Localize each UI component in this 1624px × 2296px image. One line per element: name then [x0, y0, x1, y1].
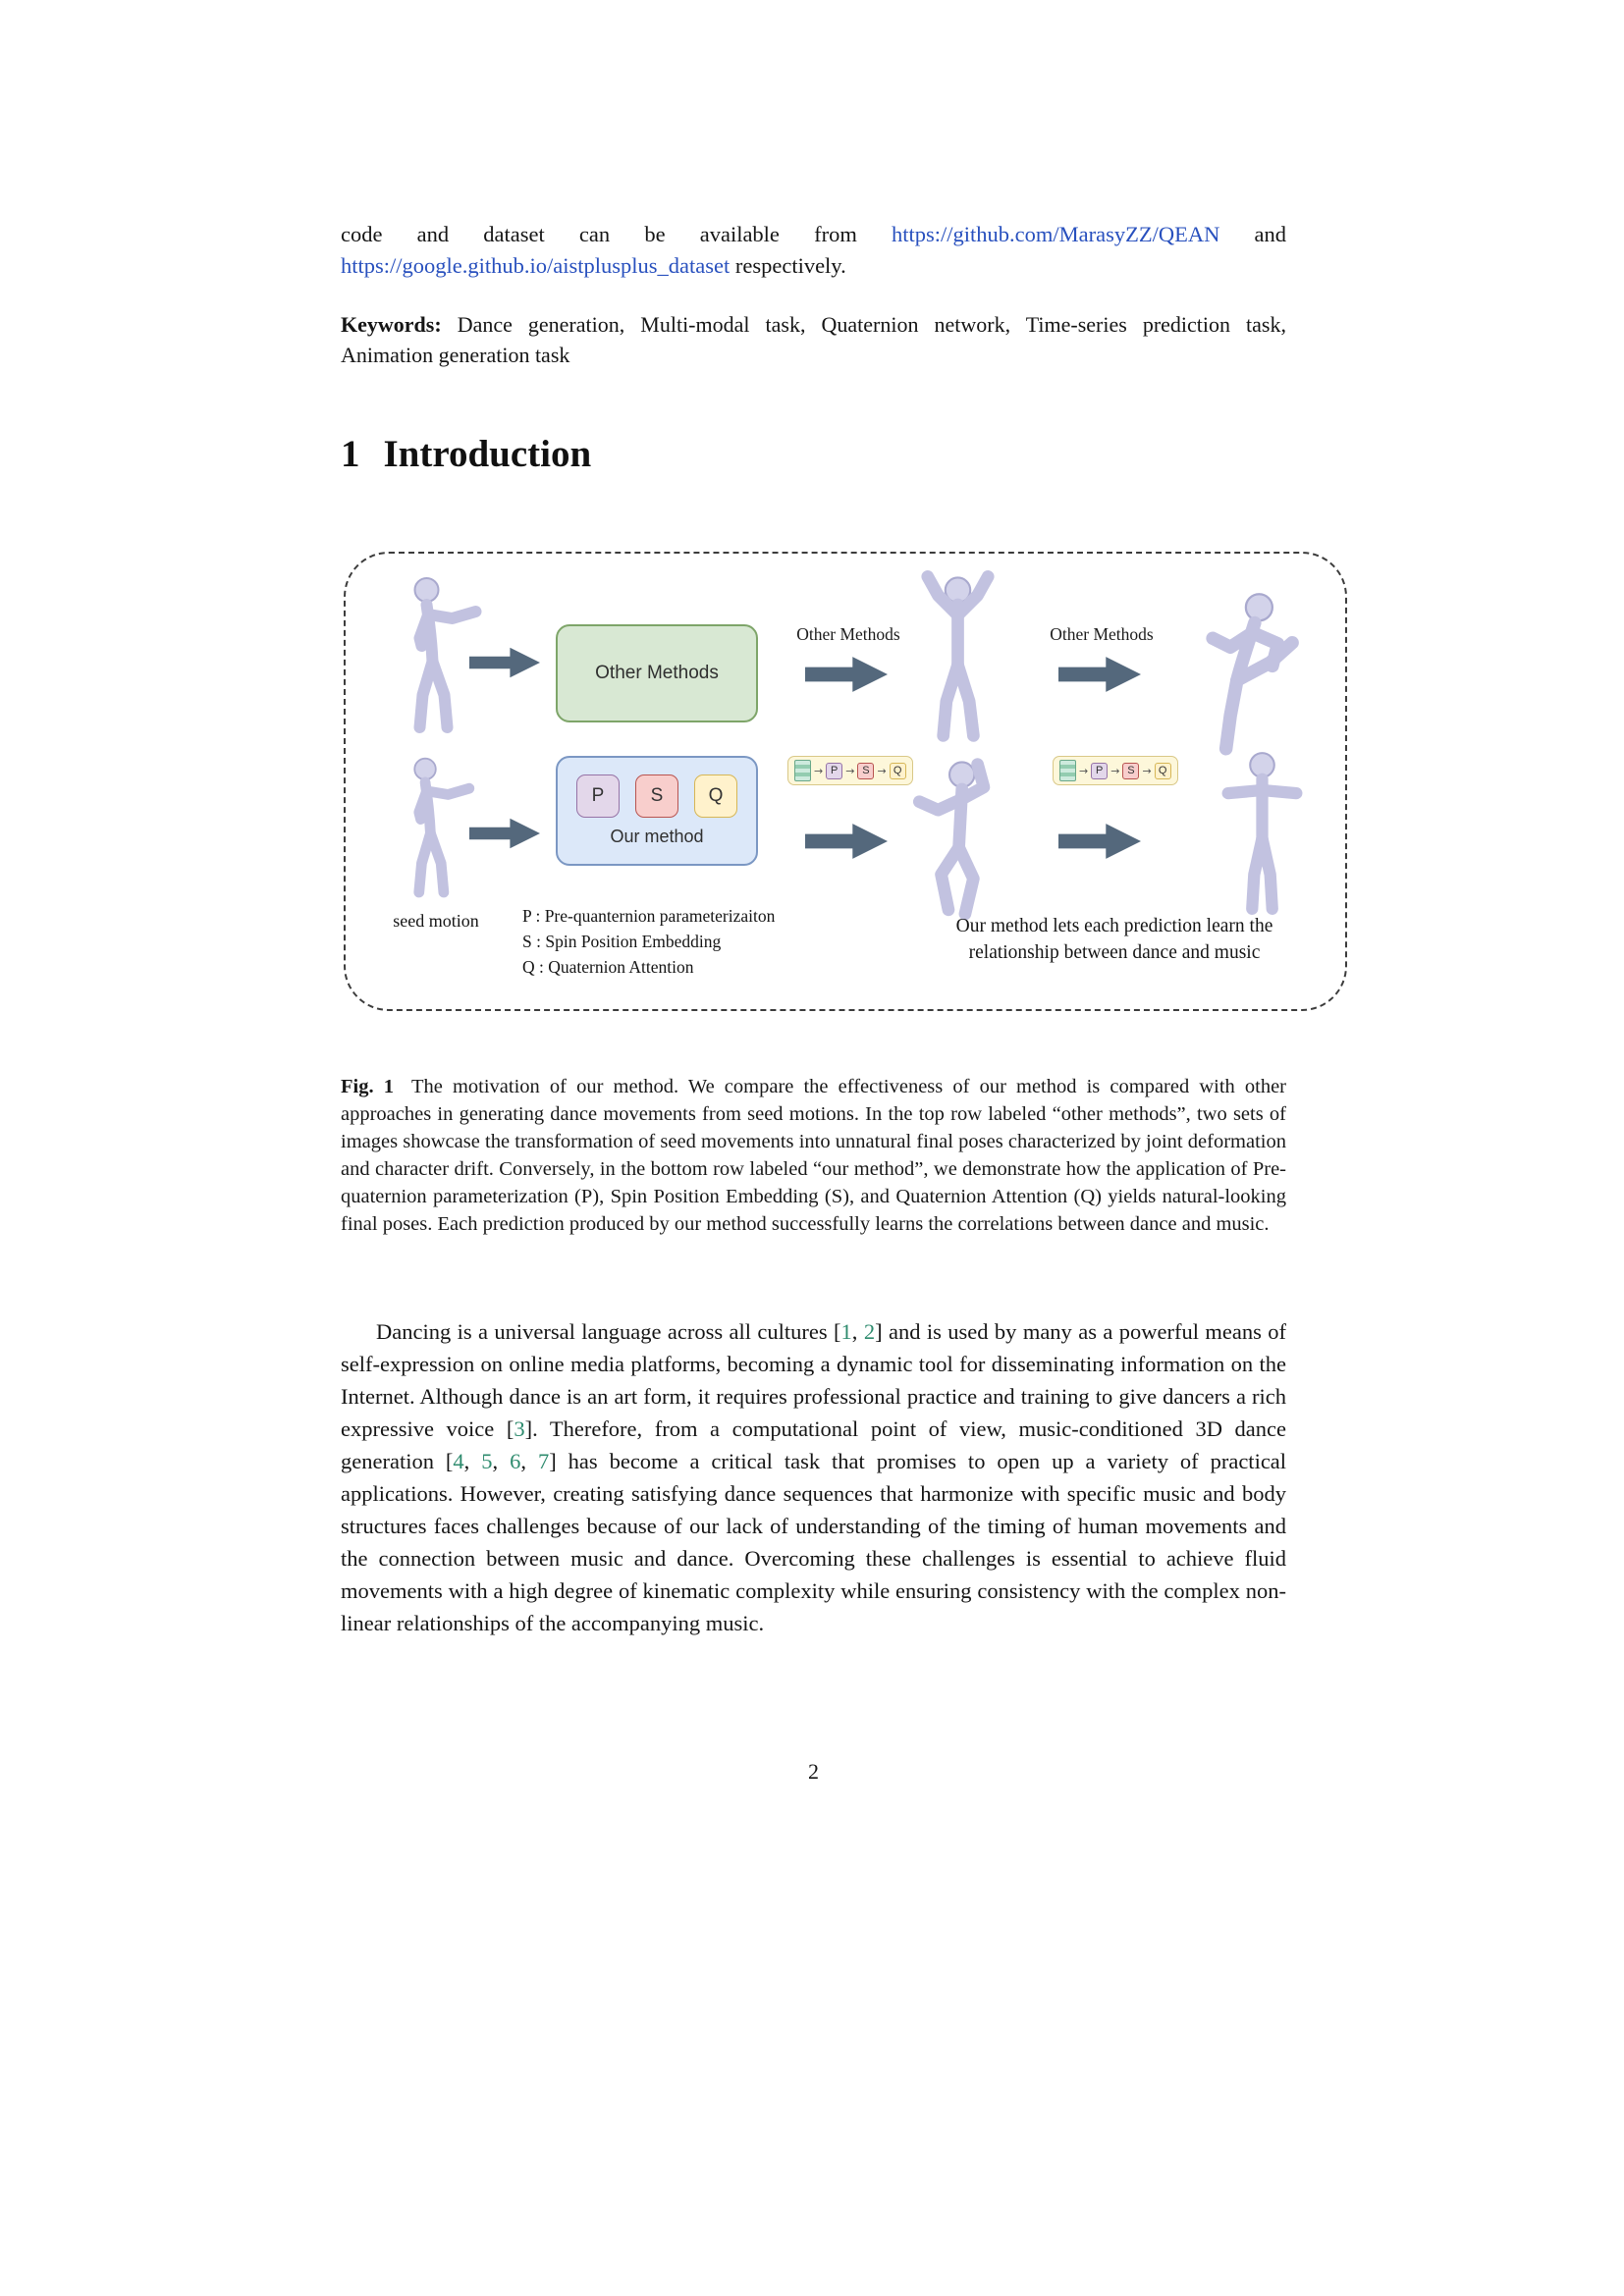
arrow-icon	[1058, 821, 1141, 867]
figure-message	[884, 913, 1345, 966]
mini-arrow-icon: →	[877, 764, 887, 777]
legend-p: P : Pre-quanternion parameterizaiton	[522, 906, 776, 926]
seed-motion-label: seed motion	[393, 911, 479, 931]
keywords-paragraph	[341, 309, 1286, 370]
availability-paragraph	[341, 219, 1286, 282]
availability-text-between: and	[1219, 221, 1286, 246]
human-figure-dancing	[901, 754, 1014, 935]
dataset-link[interactable]: https://google.github.io/aistplusplus_dataset	[341, 252, 731, 278]
mini-q-box: Q	[890, 763, 906, 779]
body-text: ]. Therefore, from a computational point of view, music-conditioned 3D dance generation [	[341, 1415, 1287, 1473]
s-box: S	[635, 774, 678, 818]
figure-caption-label: Fig. 1	[341, 1075, 394, 1097]
q-box: Q	[694, 774, 737, 818]
arrow-icon	[805, 821, 888, 867]
our-method-box	[556, 756, 758, 866]
github-link[interactable]: https://github.com/MarasyZZ/QEAN	[892, 221, 1220, 246]
section-number: 1	[341, 433, 360, 475]
arrow-label-other-methods-2: Other Methods	[1050, 624, 1154, 644]
section-title: Introduction	[383, 433, 592, 475]
citation-1[interactable]: 1	[840, 1318, 852, 1344]
mini-arrow-icon: →	[814, 764, 824, 777]
availability-text-before: code and dataset can be available from	[341, 221, 892, 246]
feature-matrix-icon	[794, 760, 811, 781]
human-figure-seed-bottom	[385, 756, 483, 906]
arrow-icon	[805, 654, 888, 700]
citation-4[interactable]: 4	[453, 1448, 464, 1473]
feature-matrix-icon	[1059, 760, 1076, 781]
arrow-icon	[469, 644, 540, 686]
mini-arrow-icon: →	[845, 764, 855, 777]
body-text: ,	[492, 1448, 511, 1473]
page-number: 2	[808, 1759, 819, 1784]
mini-p-box: P	[1091, 763, 1108, 779]
figure-message-line1: Our method lets each prediction learn the	[955, 916, 1273, 936]
citation-7[interactable]: 7	[537, 1448, 550, 1473]
human-figure-arms-raised	[901, 569, 1014, 751]
legend-q: Q : Quaternion Attention	[522, 957, 694, 977]
p-box: P	[576, 774, 620, 818]
mini-arrow-icon: →	[1110, 764, 1120, 777]
arrow-label-other-methods-1: Other Methods	[796, 624, 900, 644]
section-heading-introduction	[341, 432, 1286, 476]
introduction-paragraph	[341, 1315, 1286, 1639]
availability-text-after: respectively.	[730, 252, 846, 278]
mini-s-box: S	[857, 763, 874, 779]
body-text: Dancing is a universal language across all cultures [	[376, 1318, 841, 1344]
legend-s: S : Spin Position Embedding	[522, 932, 722, 951]
body-text: ,	[851, 1318, 864, 1344]
figure-1-diagram	[344, 552, 1347, 1011]
citation-6[interactable]: 6	[510, 1448, 521, 1473]
mini-pipeline-1	[787, 756, 913, 785]
mini-p-box: P	[826, 763, 842, 779]
other-methods-box-label: Other Methods	[595, 663, 719, 683]
figure-message-line2: relationship between dance and music	[968, 942, 1261, 963]
keywords-label: Keywords:	[341, 312, 442, 337]
our-method-box-label: Our method	[610, 827, 704, 846]
human-figure-distorted	[1176, 583, 1309, 765]
mini-q-box: Q	[1155, 763, 1171, 779]
body-text: ,	[463, 1448, 482, 1473]
other-methods-box	[556, 624, 758, 722]
mini-arrow-icon: →	[1142, 764, 1152, 777]
figure-caption-text: The motivation of our method. We compare the effectiveness of our method is compared with other approaches in generating dance movements from seed motions. In the top row labeled “other methods”, two sets of images showcase the transformation of seed movements into unnatural final poses characterized by joint deformation and character drift. Conversely, in the bottom row labeled “our method”, we demonstrate how the application of Pre-quaternion parameterization (P), Spin Position Embedding (S), and Quaternion Attention (Q) yields natural-looking final poses. Each prediction produced by our method successfully learns the correlations between dance and music.	[341, 1075, 1287, 1235]
body-text: ] and is used by many as a powerful means of self-expression on online media platforms, becoming a dynamic tool for disseminating information on the Internet. Although dance is an art form, it requires professional practice and training to give dancers a rich expressive voice [	[341, 1318, 1286, 1441]
mini-s-box: S	[1122, 763, 1139, 779]
arrow-icon	[469, 815, 540, 857]
citation-5[interactable]: 5	[481, 1448, 493, 1473]
body-text: ] has become a critical task that promises to open up a variety of practical applications. However, creating satisfying dance sequences that harmonize with specific music and body structures faces challenges because of our lack of understanding of the timing of human movements and the connection between music and dance. Overcoming these challenges is essential to achieve fluid movements with a high degree of kinematic complexity while ensuring consistency with the complex non-linear relationships of the accompanying music.	[341, 1448, 1287, 1635]
psq-boxes	[576, 774, 737, 818]
body-text: ,	[520, 1448, 538, 1473]
figure-legend	[522, 903, 866, 980]
keywords-text: Dance generation, Multi-modal task, Quaternion network, Time-series prediction task, Animation generation task	[341, 312, 1286, 367]
citation-2[interactable]: 2	[863, 1318, 876, 1344]
citation-3[interactable]: 3	[514, 1415, 525, 1441]
human-figure-tpose	[1206, 748, 1319, 922]
mini-arrow-icon: →	[1079, 764, 1089, 777]
figure-caption	[341, 1073, 1286, 1238]
mini-pipeline-2	[1053, 756, 1178, 785]
arrow-icon	[1058, 654, 1141, 700]
